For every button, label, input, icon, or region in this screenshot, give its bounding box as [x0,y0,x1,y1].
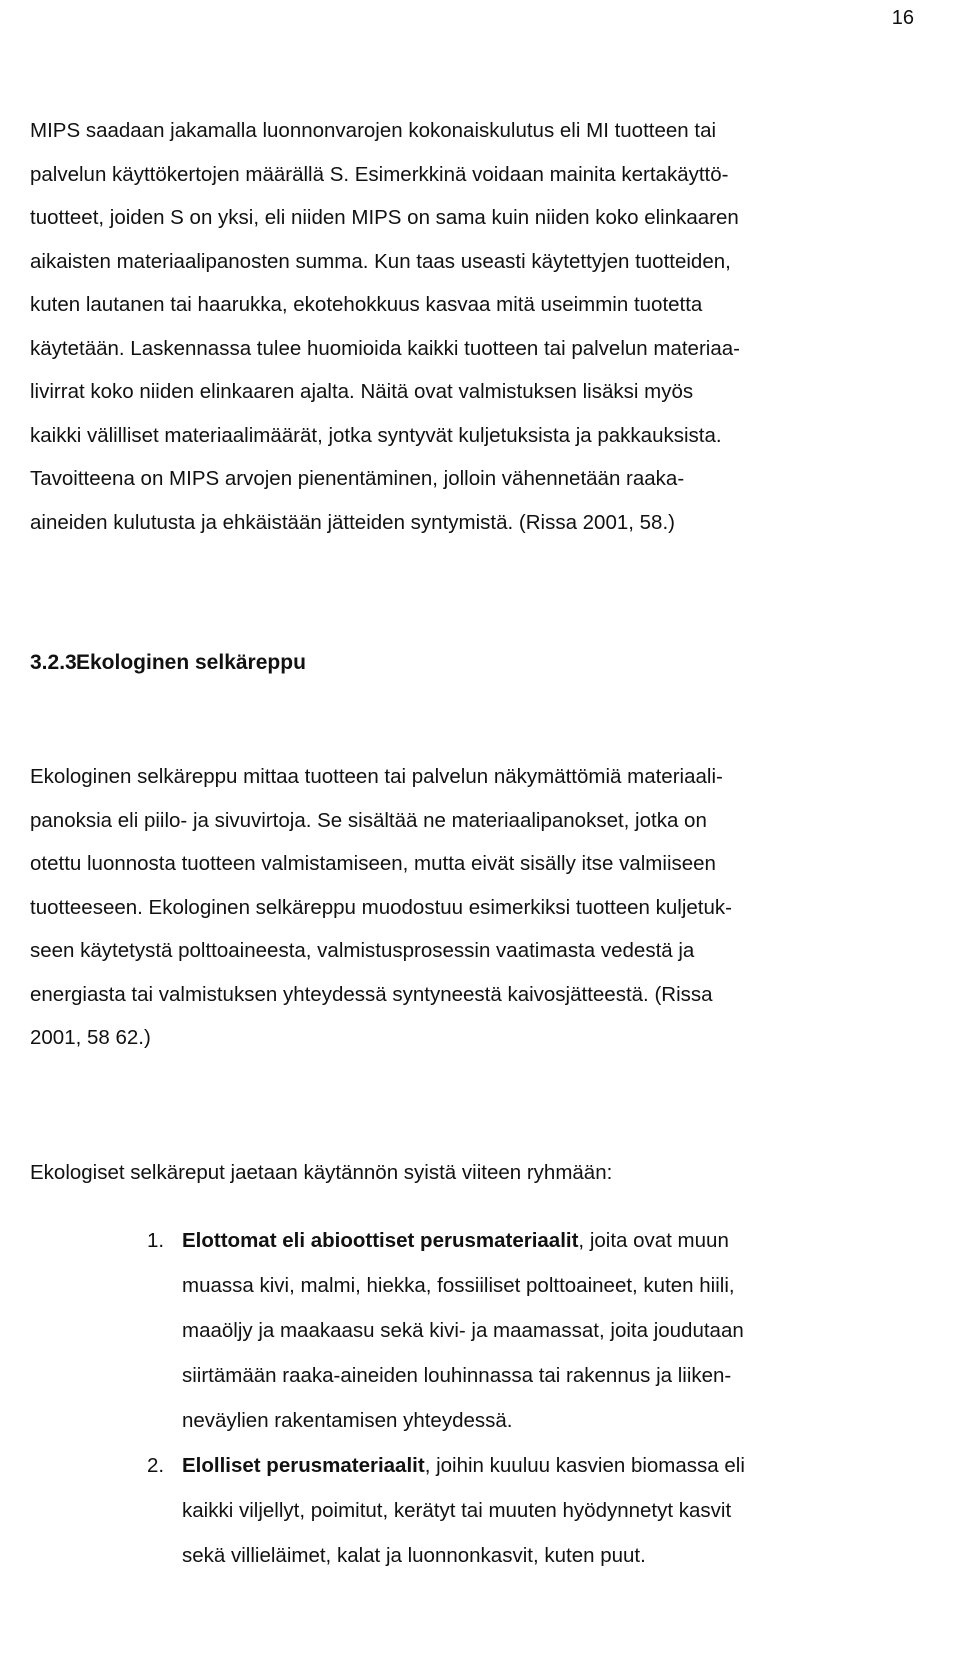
list-item-text: , joita ovat muun [578,1229,729,1252]
rucksack-groups-list [30,1218,910,1578]
paragraph-line: seen käytetystä polttoaineesta, valmistusprosessin vaatimasta vedestä ja [30,939,695,962]
list-item-first-line [182,1443,910,1488]
paragraph-line: livirrat koko niiden elinkaaren ajalta. Näitä ovat valmistuksen lisäksi myös [30,380,694,403]
list-item [30,1218,910,1443]
paragraph-line: aikaisten materiaalipanosten summa. Kun taas useasti käytettyjen tuotteiden, [30,249,731,273]
list-item-line: siirtämään raaka-aineiden louhinnassa tai rakennus ja liiken- [182,1364,732,1387]
paragraph-line: aineiden kulutusta ja ehkäistään jätteiden syntymistä. (Rissa 2001, 58.) [30,510,675,534]
paragraph-line: Ekologinen selkäreppu mittaa tuotteen tai palvelun näkymättömiä materiaali- [30,765,723,788]
section-title: Ekologinen selkäreppu [76,651,306,674]
list-item-first-line [182,1218,910,1263]
list-item-number: 1. [147,1229,165,1252]
paragraph-line: Ekologiset selkäreput jaetaan käytännön syistä viiteen ryhmään: [30,1161,613,1184]
paragraph-line: otettu luonnosta tuotteen valmistamiseen, mutta eivät sisälly itse valmiiseen [30,852,716,875]
paragraph-mips [30,109,900,544]
paragraph-line: palvelun käyttökertojen määrällä S. Esimerkkinä voidaan mainita kertakäyttö- [30,162,729,186]
list-item-line: kaikki viljellyt, poimitut, kerätyt tai muuten hyödynnetyt kasvit [182,1499,732,1522]
paragraph-line: 2001, 58 62.) [30,1026,151,1049]
page-number: 16 [891,7,914,29]
list-item-line: maaöljy ja maakaasu sekä kivi- ja maamassat, joita joudutaan [182,1319,744,1342]
list-item [30,1443,910,1578]
list-item-text: , joihin kuuluu kasvien biomassa eli [424,1454,745,1477]
paragraph-line: panoksia eli piilo- ja sivuvirtoja. Se sisältää ne materiaalipanokset, jotka on [30,808,707,832]
list-item-number: 2. [147,1454,165,1477]
list-item-line: sekä villieläimet, kalat ja luonnonkasvit, kuten puut. [182,1544,646,1567]
section-number: 3.2.3 [30,651,77,674]
list-item-line: neväylien rakentamisen yhteydessä. [182,1409,513,1432]
paragraph-line: kaikki välilliset materiaalimäärät, jotka syntyvät kuljetuksista ja pakkauksista. [30,423,722,447]
paragraph-groups-intro [30,1151,900,1195]
paragraph-line: energiasta tai valmistuksen yhteydessä syntyneestä kaivosjätteestä. (Rissa [30,982,713,1006]
list-item-lead: Elottomat eli abioottiset perusmateriaalit [182,1229,579,1252]
paragraph-ecological-rucksack [30,755,900,1060]
paragraph-line: kuten lautanen tai haarukka, ekotehokkuus kasvaa mitä useimmin tuotetta [30,293,703,316]
paragraph-line: käytetään. Laskennassa tulee huomioida kaikki tuotteen tai palvelun materiaa- [30,336,740,360]
list-item-line: muassa kivi, malmi, hiekka, fossiiliset polttoaineet, kuten hiili, [182,1274,735,1297]
list-item-lead: Elolliset perusmateriaalit [182,1454,425,1477]
paragraph-line: tuotteet, joiden S on yksi, eli niiden MIPS on sama kuin niiden koko elinkaaren [30,206,739,229]
paragraph-line: Tavoitteena on MIPS arvojen pienentäminen, jolloin vähennetään raaka- [30,467,685,490]
section-heading [30,648,306,678]
paragraph-line: tuotteeseen. Ekologinen selkäreppu muodostuu esimerkiksi tuotteen kuljetuk- [30,895,732,919]
paragraph-line: MIPS saadaan jakamalla luonnonvarojen kokonaiskulutus eli MI tuotteen tai [30,119,717,142]
